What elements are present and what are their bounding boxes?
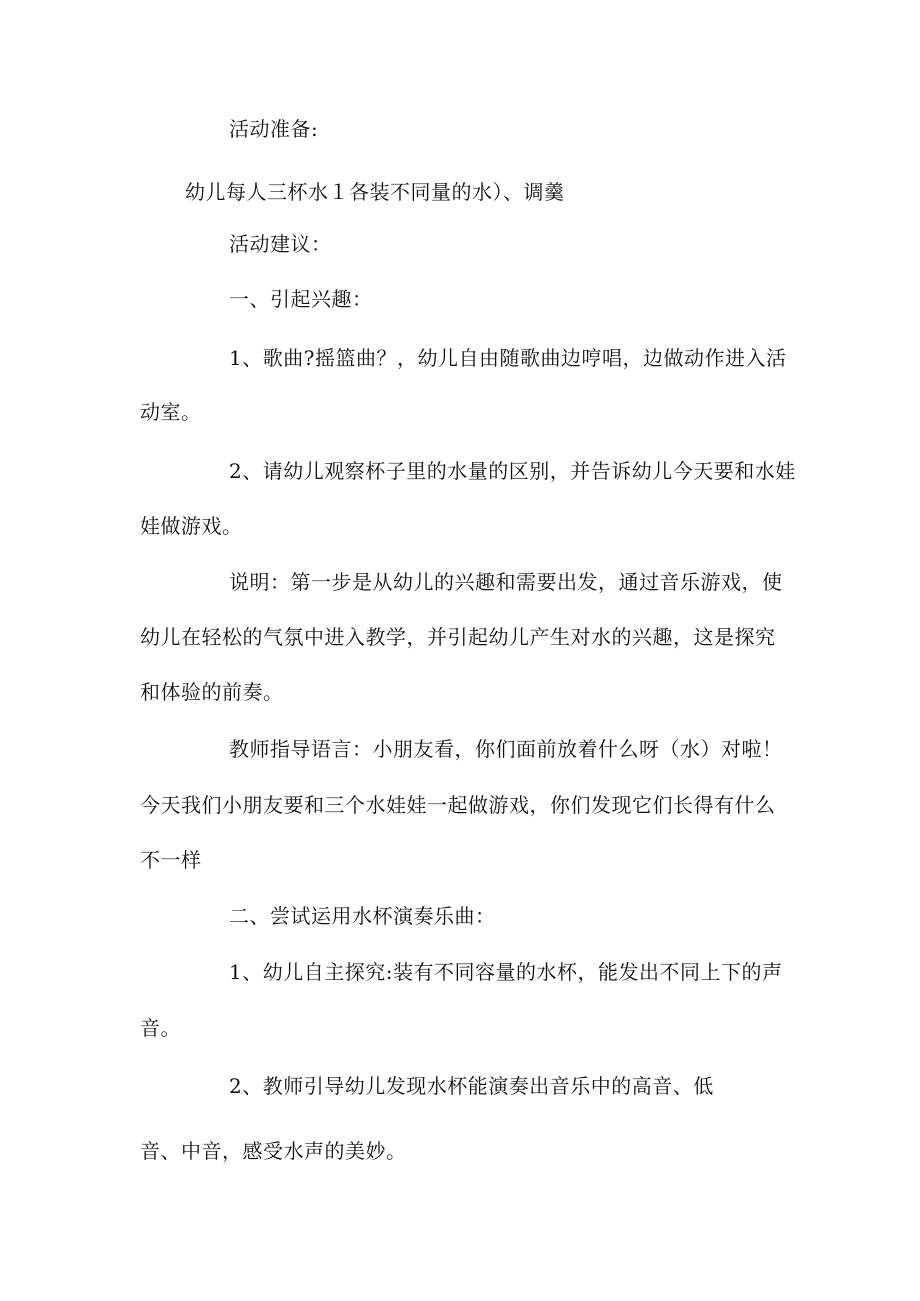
teacher-guide-line-3: 不一样 bbox=[140, 848, 202, 872]
item-1-2-line-2: 娃做游戏。 bbox=[140, 514, 243, 538]
heading-activity-preparation: 活动准备: bbox=[229, 117, 319, 141]
teacher-guide-line-1: 教师指导语言：小朋友看，你们面前放着什么呀（水）对啦！ bbox=[229, 737, 783, 761]
explanation-line-2: 幼儿在轻松的气氛中进入教学，并引起幼儿产生对水的兴趣，这是探究 bbox=[140, 625, 776, 649]
item-1-1-line-1: 1、歌曲?摇篮曲？，幼儿自由随歌曲边哼唱，边做动作进入活 bbox=[229, 346, 787, 370]
explanation-line-1: 说明：第一步是从幼儿的兴趣和需要出发，通过音乐游戏，使 bbox=[229, 570, 783, 594]
item-2-2-line-1: 2、教师引导幼儿发现水杯能演奏出音乐中的高音、低 bbox=[229, 1074, 714, 1098]
item-2-1-line-1: 1、幼儿自主探究:装有不同容量的水杯，能发出不同上下的声 bbox=[229, 960, 783, 984]
section-heading-1: 一、引起兴趣： bbox=[229, 287, 373, 311]
item-2-2-line-2: 音、中音，感受水声的美妙。 bbox=[140, 1139, 407, 1163]
item-1-2-line-1: 2、请幼儿观察杯子里的水量的区别，并告诉幼儿今天要和水娃 bbox=[229, 459, 796, 483]
explanation-line-3: 和体验的前奏。 bbox=[140, 680, 284, 704]
item-2-1-line-2: 音。 bbox=[140, 1016, 181, 1040]
heading-activity-suggestions: 活动建议： bbox=[229, 232, 332, 256]
section-heading-2: 二、尝试运用水杯演奏乐曲： bbox=[229, 904, 496, 928]
teacher-guide-line-2: 今天我们小朋友要和三个水娃娃一起做游戏，你们发现它们长得有什么 bbox=[140, 793, 776, 817]
paragraph-materials: 幼儿每人三杯水１各装不同量的水）、调羹 bbox=[185, 180, 565, 204]
item-1-1-line-2: 动室。 bbox=[140, 400, 202, 424]
